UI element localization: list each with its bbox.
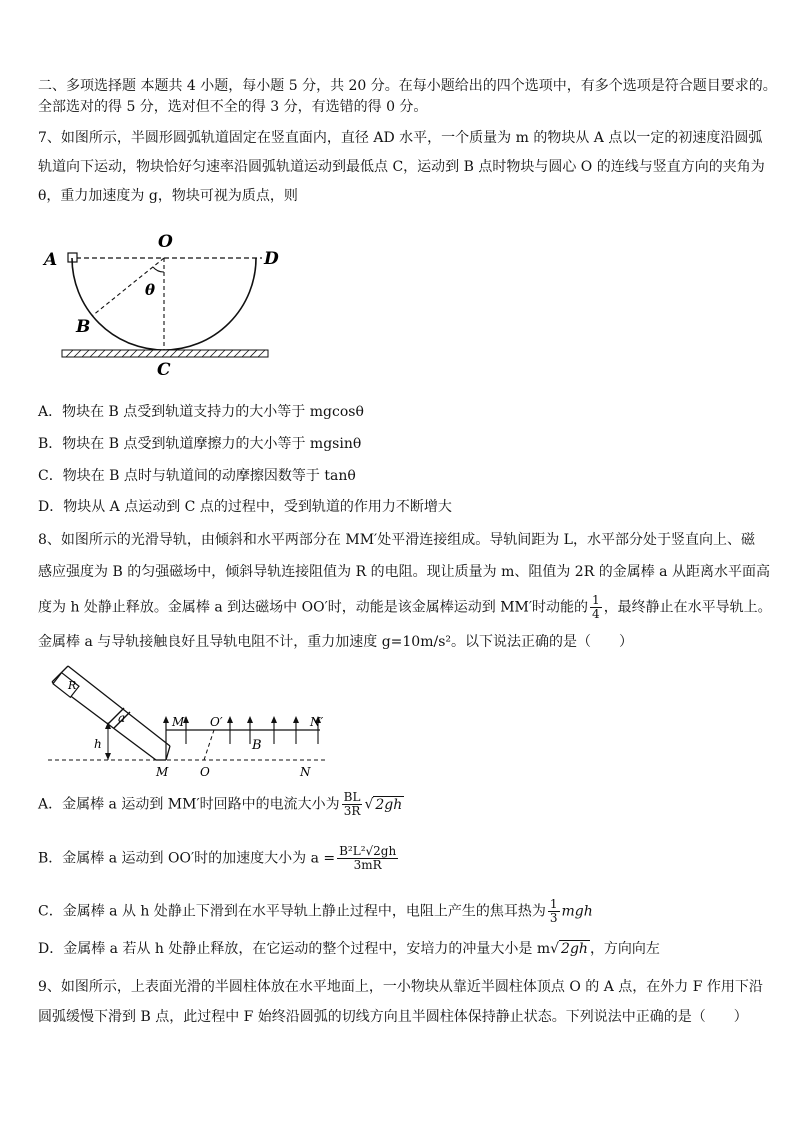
q7-stem-line2: 轨道向下运动，物块恰好匀速率沿圆弧轨道运动到最低点 C，运动到 B 点时物块与圆心 O 的连线与竖直方向的夹角为 — [38, 159, 765, 175]
q8-label-b: B — [252, 738, 262, 753]
q8-option-a-fraction: $\frac{BL}{3R}$ — [343, 790, 361, 818]
q8-stem-line1: 8、如图所示的光滑导轨，由倾斜和水平两部分在 MM′处平滑连接组成。导轨间距为 L，水平部分处于竖直向上、磁 — [38, 532, 755, 548]
q7-option-b[interactable]: B．物块在 B 点受到轨道摩擦力的大小等于 mgsinθ — [38, 436, 362, 452]
q7-label-d: D — [264, 249, 279, 269]
q7-label-theta: θ — [145, 281, 156, 299]
q7-label-a: A — [44, 250, 58, 270]
q7-label-b: B — [76, 317, 91, 337]
sqrt-icon: √ — [550, 941, 560, 957]
q8-stem-line3-tail: ，最终静止在水平导轨上。 — [603, 599, 772, 616]
q8-label-o-prime: O′ — [210, 715, 223, 729]
q8-option-d[interactable] — [38, 939, 660, 959]
q8-option-a[interactable] — [38, 791, 404, 818]
q7-figure — [38, 228, 298, 378]
section-heading: 二、多项选择题 本题共 4 小题，每小题 5 分，共 20 分。在每小题给出的四个选项中，有多个选项是符合题目要求的。 — [38, 78, 777, 94]
q8-option-a-text: A．金属棒 a 运动到 MM′时回路中的电流大小为 — [38, 796, 340, 813]
q8-label-o: O — [200, 765, 210, 779]
q8-label-m-prime: M′ — [172, 715, 188, 729]
q8-stem-line2: 感应强度为 B 的匀强磁场中，倾斜导轨连接阻值为 R 的电阻。现让质量为 m、阻值为 2R 的金属棒 a 从距离水平面高 — [38, 564, 770, 580]
q8-label-a: a — [118, 711, 126, 725]
q9-stem-line2: 圆弧缓慢下滑到 B 点，此过程中 F 始终沿圆弧的切线方向且半圆柱体保持静止状态。下列说法中正确的是（ ） — [38, 1009, 748, 1025]
q8-option-b[interactable] — [38, 845, 400, 872]
q7-stem-line3: θ，重力加速度为 g，物块可视为质点，则 — [38, 188, 298, 204]
q8-quarter-fraction: $\frac{1}{4}$ — [592, 593, 600, 621]
sqrt-icon: √ — [364, 796, 374, 813]
q7-stem-line1: 7、如图所示，半圆形圆弧轨道固定在竖直面内，直径 AD 水平，一个质量为 m 的物块从 A 点以一定的初速度沿圆弧 — [38, 130, 763, 146]
q9-stem-line1: 9、如图所示，上表面光滑的半圆柱体放在水平地面上，一小物块从靠近半圆柱体顶点 O 的 A 点，在外力 F 作用下沿 — [38, 979, 763, 995]
q8-label-n-prime: N′ — [310, 715, 324, 729]
q8-label-n: N — [300, 765, 311, 779]
q8-label-r: R — [68, 679, 77, 692]
q8-stem-line3-text: 度为 h 处静止释放。金属棒 a 到达磁场中 OO′时，动能是该金属棒运动到 MM′时动能的 — [38, 599, 589, 616]
q8-option-d-radicand: 2gh — [561, 941, 588, 957]
q8-option-c-text: C．金属棒 a 从 h 处静止下滑到在水平导轨上静止过程中，电阻上产生的焦耳热为 — [38, 903, 546, 920]
q8-stem-line3 — [38, 594, 772, 621]
q8-option-d-tail: ，方向向左 — [589, 941, 660, 957]
q8-option-b-fraction: $\frac{\text{B²L²√2gh}}{3mR}$ — [339, 844, 397, 872]
q8-figure — [38, 664, 338, 780]
q8-label-m: M — [156, 765, 169, 779]
q7-label-o: O — [158, 232, 173, 252]
section-scoring-note: 全部选对的得 5 分，选对但不全的得 3 分，有选错的得 0 分。 — [38, 99, 428, 115]
q8-option-d-text: D．金属棒 a 若从 h 处静止释放，在它运动的整个过程中，安培力的冲量大小是 m — [38, 941, 551, 957]
q8-stem-line4: 金属棒 a 与导轨接触良好且导轨电阻不计，重力加速度 g=10m/s²。以下说法正确的是（ ） — [38, 634, 633, 650]
q7-option-d[interactable]: D．物块从 A 点运动到 C 点的过程中，受到轨道的作用力不断增大 — [38, 499, 452, 515]
q8-option-c-fraction: $\frac{1}{3}$ — [549, 897, 558, 925]
q8-option-c[interactable] — [38, 898, 593, 925]
q8-label-h: h — [94, 737, 102, 751]
q7-label-c: C — [157, 360, 171, 378]
q8-option-c-tail: mgh — [561, 903, 593, 920]
q8-option-a-radicand: 2gh — [375, 796, 403, 813]
q7-option-a[interactable]: A．物块在 B 点受到轨道支持力的大小等于 mgcosθ — [38, 404, 364, 420]
q7-option-c[interactable]: C．物块在 B 点时与轨道间的动摩擦因数等于 tanθ — [38, 468, 356, 484]
q8-option-b-text: B．金属棒 a 运动到 OO′时的加速度大小为 a = — [38, 850, 336, 867]
